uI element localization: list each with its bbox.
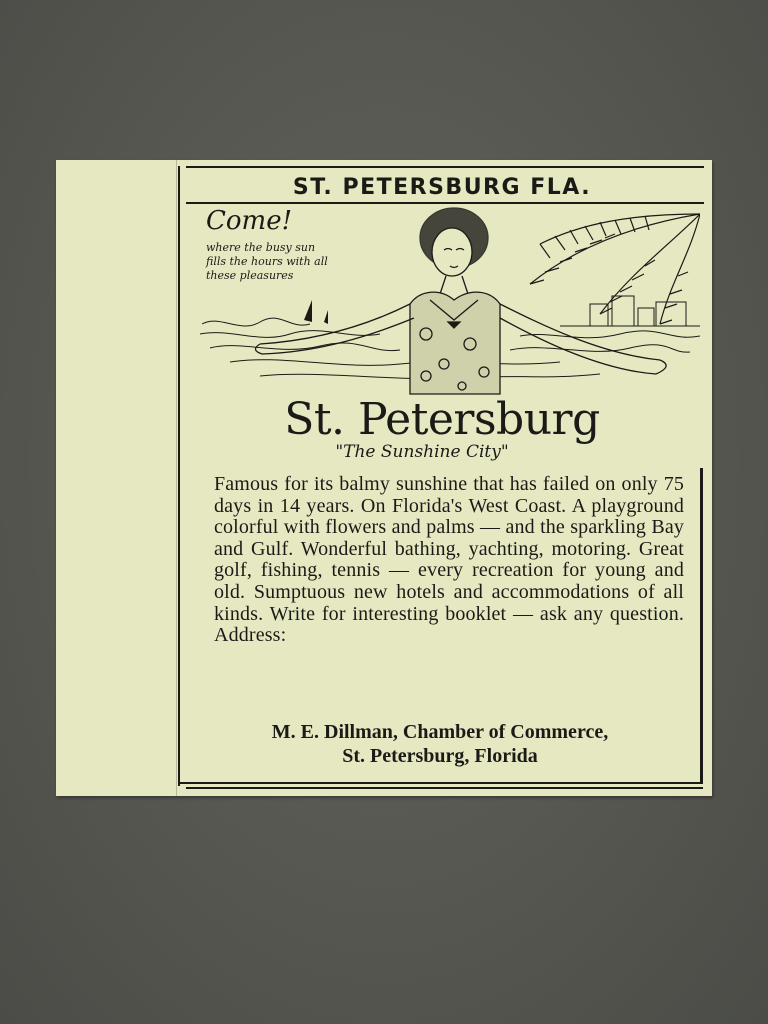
palm-tree-icon: [530, 214, 700, 324]
ad-address: [180, 720, 700, 768]
come-heading: Come!: [206, 206, 293, 236]
paper-margin-strip: [56, 160, 177, 796]
address-line-1: M. E. Dillman, Chamber of Commerce,: [271, 721, 609, 743]
ad-subtitle: "The Sunshine City": [335, 442, 509, 462]
advertisement: [178, 166, 704, 786]
ad-header: ST. PETERSBURG FLA.: [292, 175, 592, 200]
ad-body-box: [180, 468, 703, 784]
ad-clipping: [56, 160, 712, 796]
header-top-rule: [186, 166, 704, 168]
ad-title: St. Petersburg: [284, 394, 600, 445]
city-skyline: [560, 296, 700, 326]
sailboat-icon: [304, 300, 328, 324]
come-subtext: where the busy sun fills the hours with all these pleasures: [206, 241, 328, 282]
ad-body-text: Famous for its balmy sunshine that has failed on only 75 days in 14 years. On Florida's West Coast. A playground colorful with flowers and palms — and the sparkling Bay and Gulf. Wonderful bathing, yachting, motoring. Great golf, fishing, tennis — every recreation for young and old. Sumptuous new hotels and accommodations of all kinds. Write for interesting booklet — ask any question. Address:: [214, 473, 684, 647]
girl-figure: [255, 208, 666, 394]
address-line-2: St. Petersburg, Florida: [342, 745, 538, 767]
